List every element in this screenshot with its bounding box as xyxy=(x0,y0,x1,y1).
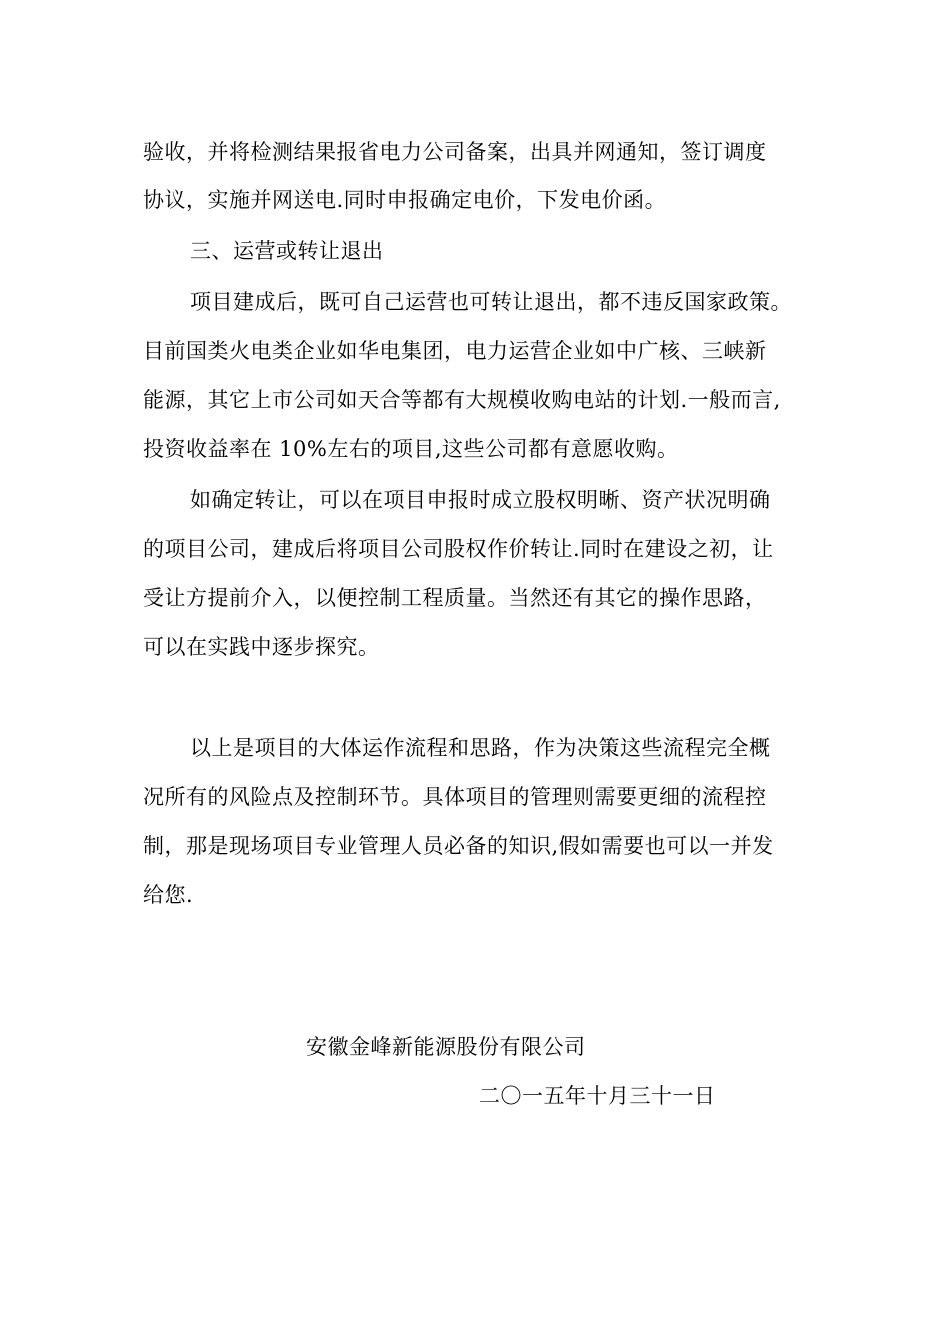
para2-line2: 目前国类火电类企业如华电集团，电力运营企业如中广核、三峡新 xyxy=(143,339,767,363)
para3-line1: 如确定转让，可以在项目申报时成立股权明晰、资产状况明确 xyxy=(190,488,771,512)
para2-line3: 能源，其它上市公司如天合等都有大规模收购电站的计划.一般而言, xyxy=(143,388,781,412)
para1-line1: 验收，并将检测结果报省电力公司备案，出具并网通知，签订调度 xyxy=(143,140,767,164)
signature-date: 二〇一五年十月三十一日 xyxy=(479,1084,716,1108)
para3-line4: 可以在实践中逐步探究。 xyxy=(143,635,380,659)
para4-line4: 给您. xyxy=(143,883,194,907)
para2-line1: 项目建成后，既可自己运营也可转让退出，都不违反国家政策。 xyxy=(190,290,792,314)
signature-company: 安徽金峰新能源股份有限公司 xyxy=(306,1035,586,1059)
para4-line1: 以上是项目的大体运作流程和思路，作为决策这些流程完全概 xyxy=(190,736,771,760)
para1-line2: 协议，实施并网送电.同时申报确定电价，下发电价函。 xyxy=(143,188,667,212)
section-heading: 三、运营或转让退出 xyxy=(190,239,384,263)
para3-line3: 受让方提前介入，以便控制工程质量。当然还有其它的操作思路， xyxy=(143,586,767,610)
para3-line2: 的项目公司，建成后将项目公司股权作价转让.同时在建设之初，让 xyxy=(143,537,774,561)
para4-line2: 况所有的风险点及控制环节。具体项目的管理则需要更细的流程控 xyxy=(143,785,767,809)
para2-line4: 投资收益率在 10%左右的项目,这些公司都有意愿收购。 xyxy=(143,437,679,461)
para4-line3: 制，那是现场项目专业管理人员必备的知识,假如需要也可以一并发 xyxy=(143,834,774,858)
